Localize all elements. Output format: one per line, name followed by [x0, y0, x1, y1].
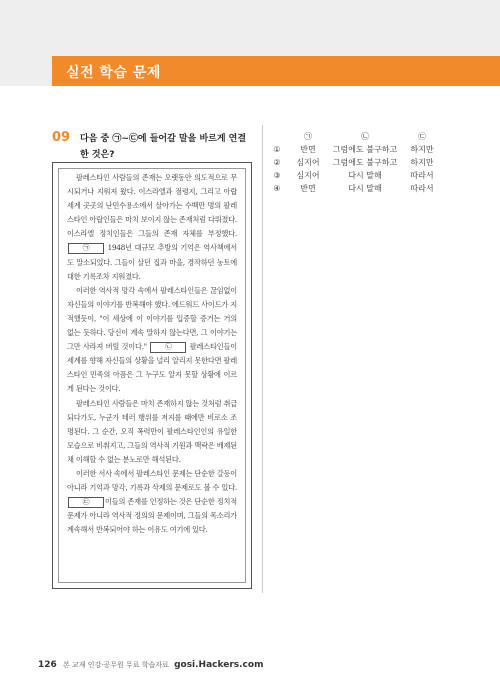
- question-number: 09: [52, 130, 71, 145]
- passage-paragraph-4: [67, 467, 237, 537]
- header-blank-1: ㉠: [304, 132, 312, 141]
- choice-number: ④: [273, 184, 281, 193]
- blank-1: ㉠: [68, 243, 104, 254]
- section-title: 실전 학습 문제: [66, 65, 161, 81]
- blank-3: ㉢: [68, 497, 104, 508]
- choice-cell: 그럼에도 불구하고: [332, 158, 398, 167]
- footer-brand-link[interactable]: gosi.Hackers.com: [174, 660, 264, 670]
- choice-cell: 심지어: [296, 158, 320, 167]
- choice-cell: 다시 말해: [348, 171, 382, 180]
- choice-number: ②: [273, 158, 281, 167]
- choice-cell: 하지만: [410, 145, 434, 154]
- choice-number: ③: [273, 171, 281, 180]
- passage-paragraph-3: 팔레스타인 사람들은 마치 존재하지 않는 것처럼 취급되다가도, 누군가 테러 행위를 저지를 때에만 비로소 조명된다. 그 순간, 오직 폭력만이 팔레스타인인의 유일한 모습으로 비춰지고, 그들의 역사적 기원과 맥락은 배제된 채 이해할 수 없는 분노로만 해석된다.: [67, 398, 237, 464]
- passage-paragraph-1: [67, 171, 237, 284]
- choice-option-1[interactable]: [270, 143, 446, 156]
- choice-cell: 다시 말해: [348, 184, 382, 193]
- passage-text: 팔레스타인 사람들의 존재는 오랫동안 의도적으로 무시되거나 지워져 왔다. 이스라엘과 점령지, 그리고 아랍 세계 곳곳의 난민수용소에서 살아가는 수백만 명의 팔레스타인 아랍인들은 마치 보이지 않는 존재처럼 다뤄졌다. 이스라엘 정치인들은 그들의 존재 자체를 부정했다.: [67, 173, 237, 239]
- question-text: 다음 중 ㉠~㉢에 들어갈 말을 바르게 연결한 것은?: [80, 134, 247, 160]
- header-blank-2: ㉡: [361, 132, 369, 141]
- answer-choices: [270, 130, 446, 195]
- page-number: 126: [38, 660, 57, 670]
- passage-text: 이들의 존재를 인정하는 것은 단순한 정치적 문제가 아니라 역사적 정의의 문제이며, 그들의 목소리가 계속해서 반복되어야 하는 이유도 여기에 있다.: [67, 497, 237, 535]
- choice-cell: 따라서: [410, 171, 434, 180]
- choice-cell: 반면: [300, 184, 316, 193]
- choice-option-4[interactable]: [270, 182, 446, 195]
- choice-cell: 그럼에도 불구하고: [332, 145, 398, 154]
- passage-text: 팔레스타인들이 세계를 향해 자신들의 상황을 널리 알리지 못한다면 팔레스타인 민족의 아픔은 그 누구도 알지 못할 상황에 이르게 된다는 것이다.: [67, 342, 237, 394]
- passage-inner-frame: [58, 168, 246, 583]
- choice-cell: 따라서: [410, 184, 434, 193]
- passage-text: 1948년 대규모 추방의 기억은 역사책에서도 말소되었다. 그들이 살던 집과 마을, 경작하던 농토에 대한 기록조차 지워졌다.: [67, 243, 237, 281]
- passage-paragraph-2: [67, 284, 237, 397]
- choice-number: ①: [273, 145, 281, 154]
- passage-text: 이러한 서사 속에서 팔레스타인 문제는 단순한 갈등이 아니라 기억과 망각, 기록과 삭제의 문제로도 볼 수 있다.: [67, 468, 237, 493]
- passage-text: 이러한 역사적 망각 속에서 팔레스타인들은 끊임없이 자신들의 이야기를 반복해야 했다. 에드워드 사이드가 지적했듯이, "이 세상에 이 이야기를 입증할 증거는 거의 없는 듯하다. 당신이 계속 말하지 않는다면, 그 이야기는 그만 사라져 버릴 것이다.": [67, 285, 237, 352]
- footer-caption: 본 교재 인강·공무원 무료 학습자료: [63, 661, 169, 669]
- choice-cell: 심지어: [296, 171, 320, 180]
- passage-box: [52, 162, 252, 589]
- header-blank-3: ㉢: [418, 132, 426, 141]
- choice-option-2[interactable]: [270, 156, 446, 169]
- column-divider: [262, 125, 263, 593]
- blank-2: ㉡: [150, 342, 186, 353]
- choice-cell: 반면: [300, 145, 316, 154]
- choice-cell: 하지만: [410, 158, 434, 167]
- page-footer: [38, 660, 263, 670]
- choices-header-row: [270, 130, 446, 143]
- choice-option-3[interactable]: [270, 169, 446, 182]
